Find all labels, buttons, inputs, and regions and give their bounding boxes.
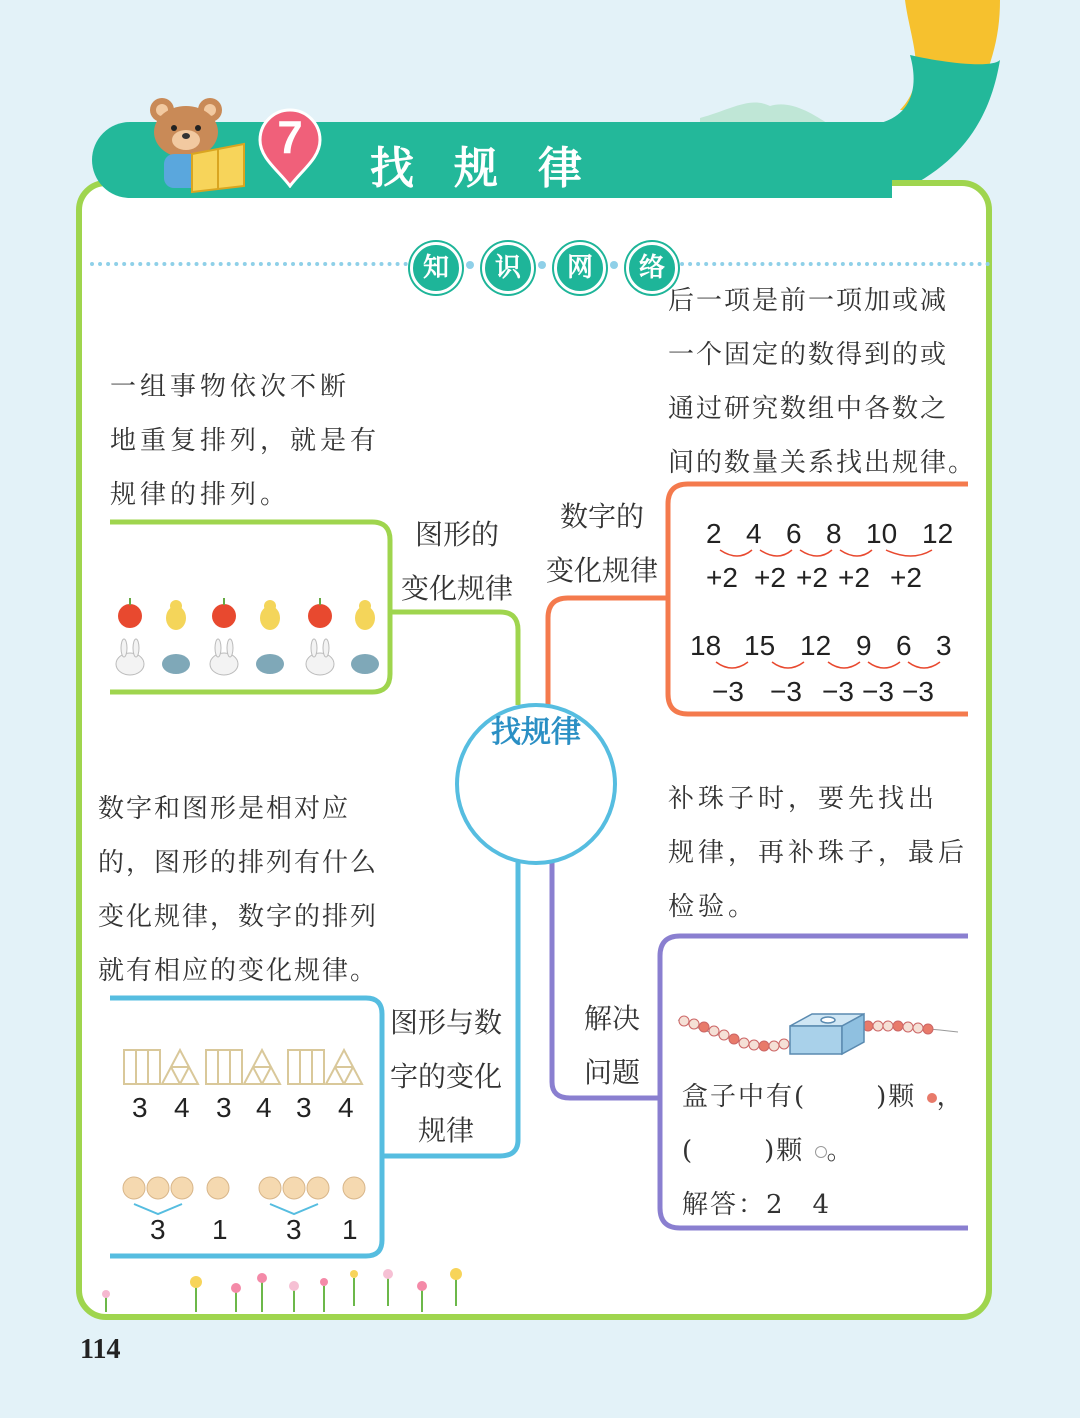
seq-diff: +2 [796, 562, 828, 593]
seq-number: 12 [922, 518, 954, 549]
section-title-char: 知 [410, 242, 462, 294]
seq-number: 2 [706, 518, 722, 549]
face-count: 1 [342, 1214, 358, 1245]
question-punct: ， [936, 1082, 965, 1112]
apple-icon [212, 598, 236, 628]
number-description [668, 274, 978, 490]
apple-icon [308, 598, 332, 628]
text-line: 一组事物依次不断 [110, 372, 351, 402]
shape-count: 4 [174, 1092, 190, 1123]
center-node: 找规律 [455, 703, 617, 865]
page-number: 114 [80, 1334, 121, 1365]
seq-diff: −3 [770, 676, 802, 707]
rabbit-icon [116, 639, 144, 675]
section-title-char: 识 [482, 242, 534, 294]
face-count: 3 [286, 1214, 302, 1245]
text-line: 变化规律，数字的排列 [98, 902, 379, 932]
rabbit-icon [210, 639, 238, 675]
seq-diff: −3 [902, 676, 934, 707]
chapter-title: 找规律 [370, 143, 622, 194]
text-line: 一个固定的数得到的或 [668, 340, 949, 370]
question-line-1 [682, 1070, 965, 1124]
text-line: 间的数量关系找出规律。 [668, 448, 977, 478]
seq-diff: +2 [838, 562, 870, 593]
flowers-decoration [96, 1266, 486, 1314]
shape-count: 3 [132, 1092, 148, 1123]
seq-number: 4 [746, 518, 762, 549]
fruit-animal-pattern [110, 592, 380, 684]
seq-diff: −3 [862, 676, 894, 707]
branch-label-shape-number: 图形与数 字的变化 规律 [389, 1006, 502, 1147]
section-title-char: 络 [626, 242, 678, 294]
seq-number: 6 [786, 518, 802, 549]
text-line: 规律的排列。 [110, 480, 291, 510]
seq-diff: +2 [754, 562, 786, 593]
seq-number: 6 [896, 630, 912, 661]
seq-diff: −3 [712, 676, 744, 707]
branch-label-solve: 解决 问题 [583, 1002, 640, 1089]
seq-number: 8 [826, 518, 842, 549]
bead-string-illustration [676, 1006, 960, 1062]
pattern-description [110, 360, 400, 522]
text-line: 通过研究数组中各数之 [668, 394, 949, 424]
rabbit-icon [306, 639, 334, 675]
seq-diff: −3 [822, 676, 854, 707]
text-line: 后一项是前一项加或减 [668, 286, 949, 316]
seq2-arrows [690, 658, 960, 674]
faces-pattern [118, 1174, 378, 1218]
question-line-2 [682, 1124, 855, 1178]
question-text: )颗 [876, 1082, 917, 1112]
seq-number: 15 [744, 630, 776, 661]
seq1-arrows [706, 546, 956, 562]
shape-count: 4 [338, 1092, 354, 1123]
box-icon [790, 1014, 864, 1054]
branch-label-pattern: 图形的 变化规律 [400, 518, 513, 605]
seq-diff: +2 [706, 562, 738, 593]
text-line: 检验。 [668, 892, 759, 922]
text-line: 数字和图形是相对应 [98, 794, 351, 824]
branch-label-number: 数字的 变化规律 [545, 500, 658, 587]
apple-icon [118, 598, 142, 628]
question-punct: 。 [826, 1136, 855, 1166]
creature-icon [256, 654, 284, 674]
question-text: )颗 [764, 1136, 805, 1166]
face-count: 1 [212, 1214, 228, 1245]
answer-line: 解答：2 4 [682, 1190, 832, 1220]
text-line: 地重复排列，就是有 [110, 426, 381, 456]
creature-icon [162, 654, 190, 674]
text-line: 的，图形的排列有什么 [98, 848, 379, 878]
chapter-number: 7 [277, 111, 303, 163]
section-title-char: 网 [554, 242, 606, 294]
square-triangle-pattern [122, 1046, 372, 1088]
seq-number: 3 [936, 630, 952, 661]
solve-description [668, 772, 968, 934]
seq-number: 12 [800, 630, 832, 661]
seq-number: 18 [690, 630, 722, 661]
question-text: ( [682, 1136, 695, 1166]
pear-icon [355, 600, 375, 630]
seq-number: 10 [866, 518, 898, 549]
seq-diff: +2 [890, 562, 922, 593]
text-line: 规律，再补珠子，最后 [668, 838, 969, 868]
face-count: 3 [150, 1214, 166, 1245]
shape-number-description [98, 782, 394, 998]
pear-icon [260, 600, 280, 630]
red-bead-icon [927, 1093, 937, 1103]
seq-number: 9 [856, 630, 872, 661]
shape-count: 3 [296, 1092, 312, 1123]
white-bead-icon [815, 1146, 827, 1158]
question-text: 盒子中有( [682, 1082, 807, 1112]
shape-count: 3 [216, 1092, 232, 1123]
creature-icon [351, 654, 379, 674]
pear-icon [166, 600, 186, 630]
shape-count: 4 [256, 1092, 272, 1123]
text-line: 就有相应的变化规律。 [98, 956, 379, 986]
text-line: 补珠子时，要先找出 [668, 784, 939, 814]
